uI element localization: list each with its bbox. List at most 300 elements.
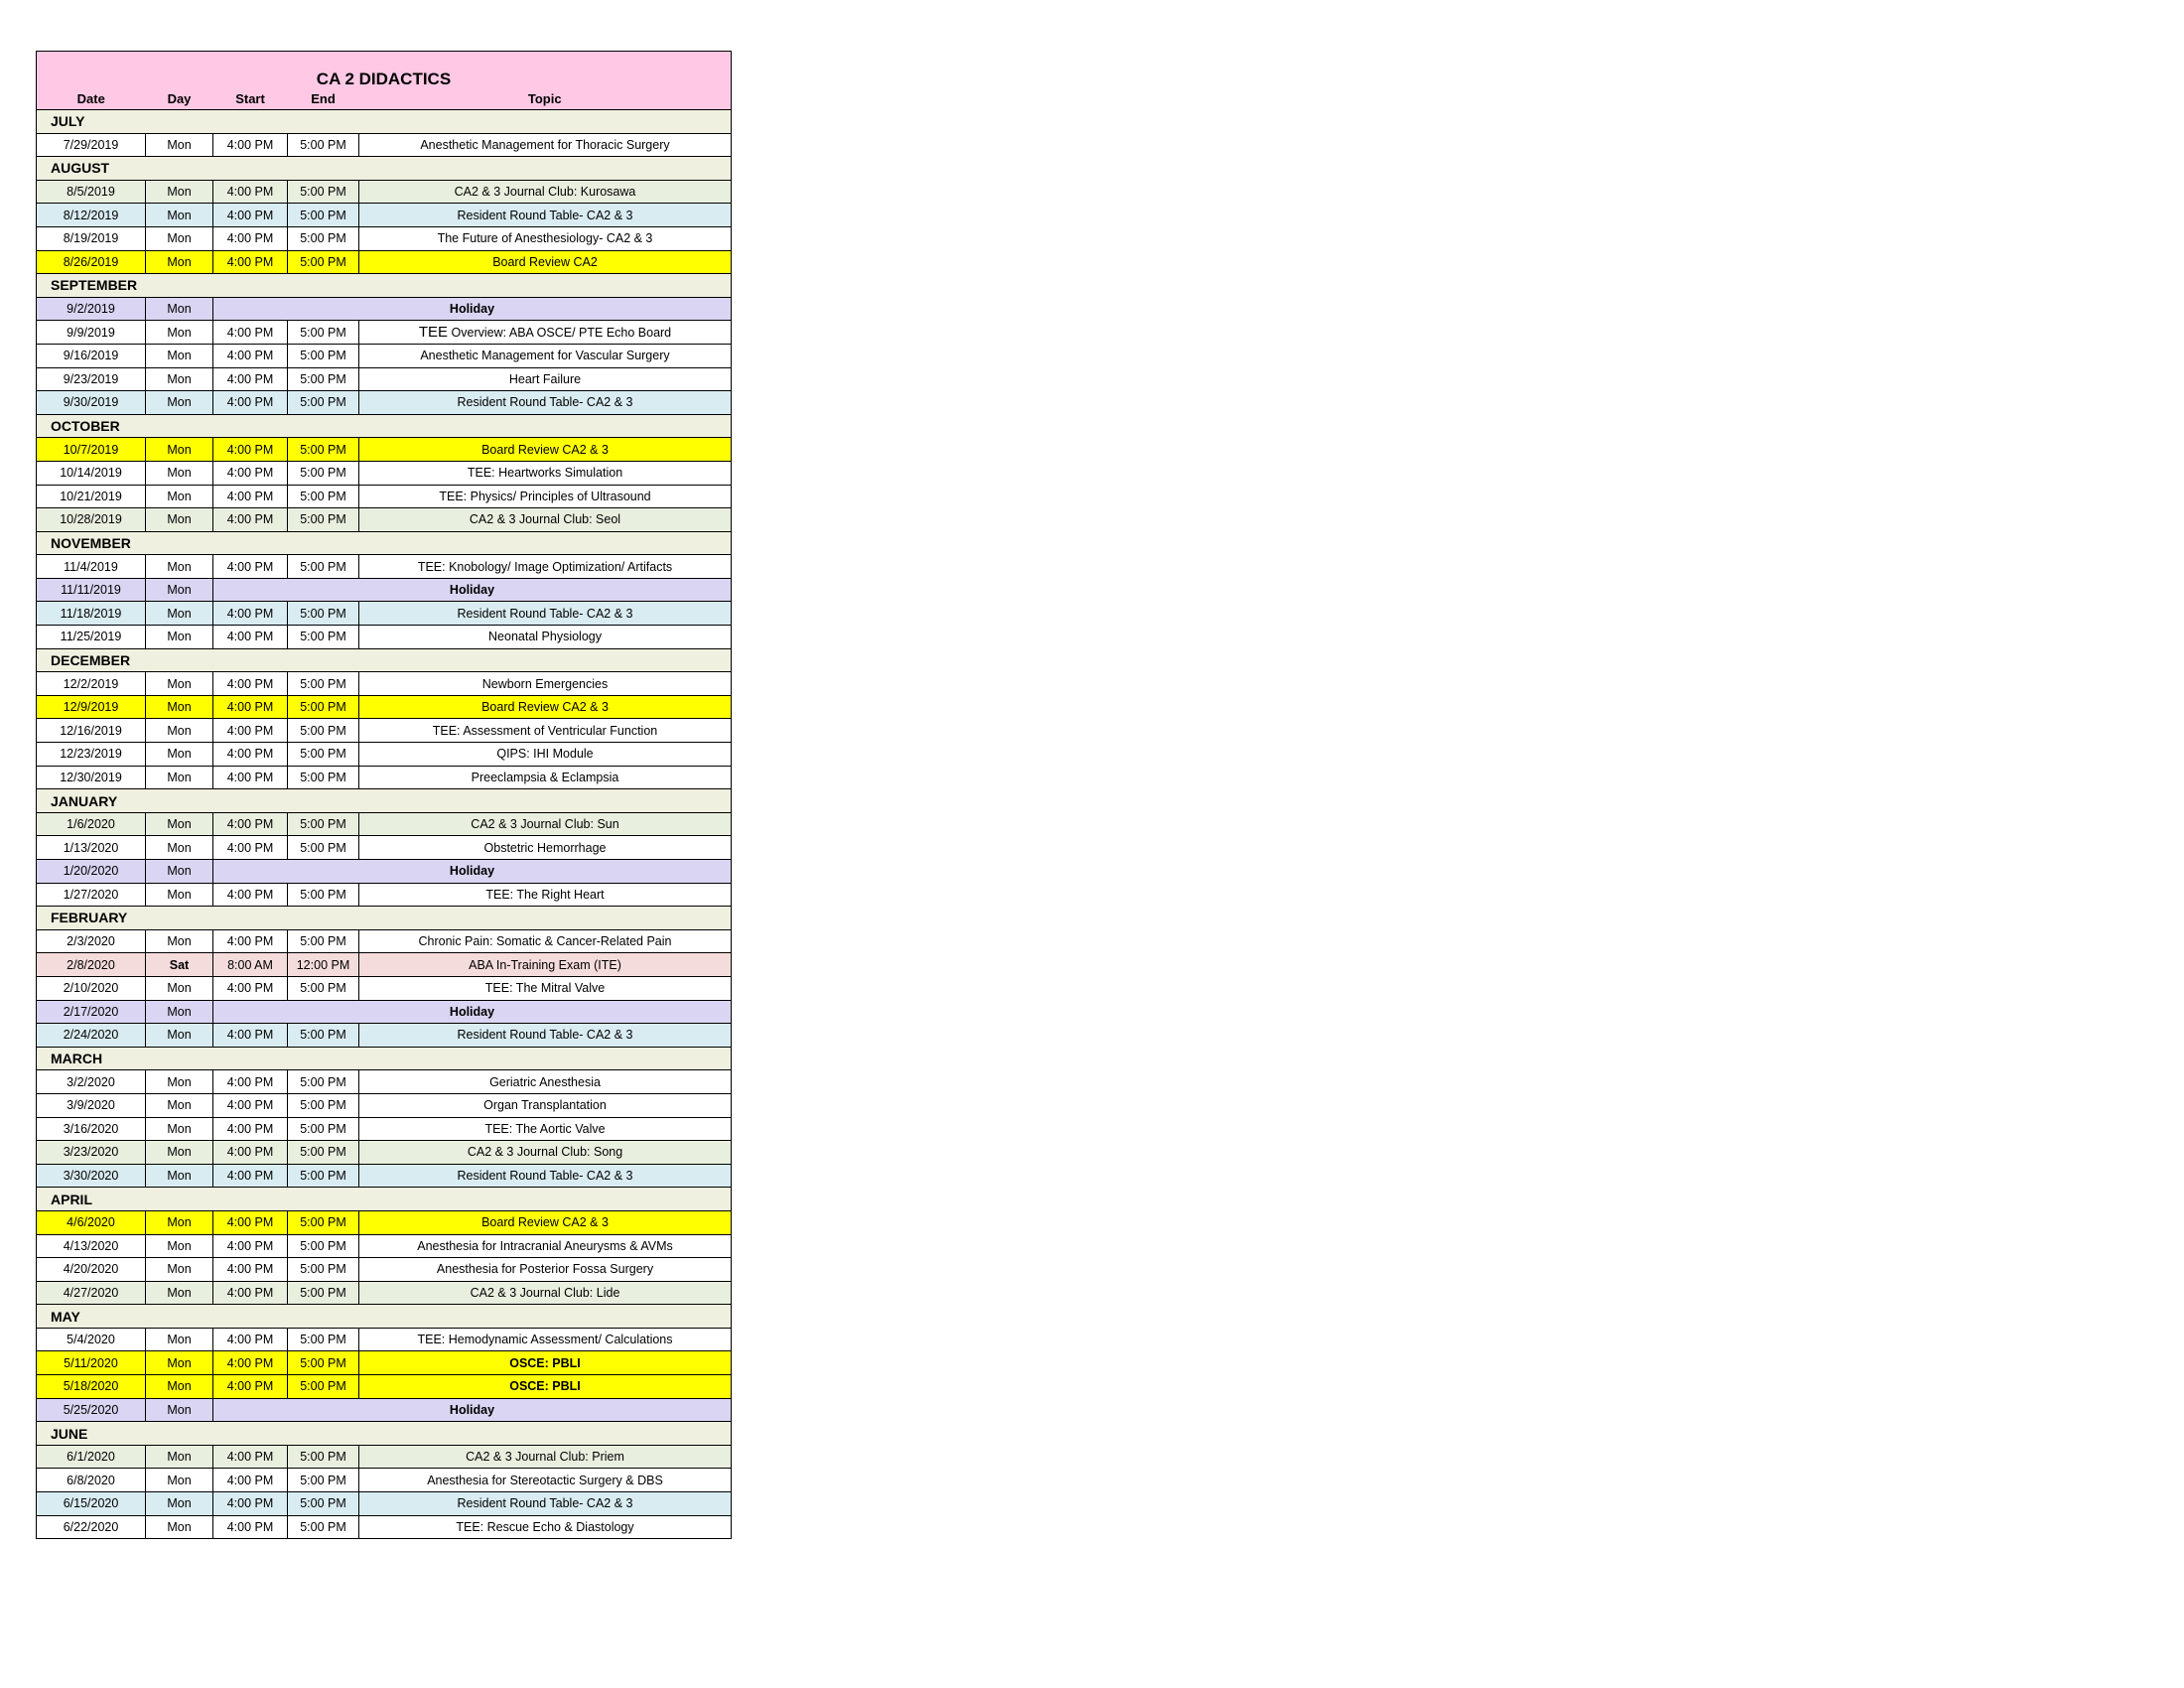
event-end: 5:00 PM (288, 1141, 359, 1165)
event-topic: Obstetric Hemorrhage (359, 836, 732, 860)
event-date: 3/30/2020 (37, 1164, 146, 1188)
event-start: 4:00 PM (213, 1070, 288, 1094)
event-end: 5:00 PM (288, 226, 359, 250)
event-date: 9/9/2019 (37, 321, 146, 345)
event-topic: Anesthetic Management for Vascular Surgery (359, 344, 732, 367)
event-day: Mon (146, 1469, 213, 1492)
event-day: Mon (146, 1328, 213, 1351)
event-topic: TEE: Hemodynamic Assessment/ Calculations (359, 1328, 732, 1351)
event-date: 3/9/2020 (37, 1093, 146, 1117)
table-row (37, 461, 732, 485)
month-row (37, 907, 732, 930)
event-day: Mon (146, 1445, 213, 1469)
event-topic: CA2 & 3 Journal Club: Lide (359, 1281, 732, 1305)
holiday-row (37, 860, 732, 884)
event-topic: TEE: The Mitral Valve (359, 976, 732, 1000)
month-row (37, 531, 732, 555)
event-day: Mon (146, 250, 213, 274)
event-day: Mon (146, 695, 213, 719)
event-start: 4:00 PM (213, 321, 288, 345)
event-date: 6/22/2020 (37, 1515, 146, 1539)
event-start: 4:00 PM (213, 1515, 288, 1539)
table-row (37, 883, 732, 907)
month-row (37, 414, 732, 438)
event-topic: Preeclampsia & Eclampsia (359, 766, 732, 789)
event-topic: Holiday (213, 860, 732, 884)
event-end: 5:00 PM (288, 438, 359, 462)
event-day: Mon (146, 578, 213, 602)
month-label: MARCH (37, 1047, 732, 1070)
event-end: 5:00 PM (288, 672, 359, 696)
event-topic: Anesthesia for Posterior Fossa Surgery (359, 1258, 732, 1282)
event-day: Mon (146, 1210, 213, 1234)
event-end: 5:00 PM (288, 204, 359, 227)
column-header-row (37, 89, 732, 110)
event-end: 5:00 PM (288, 1492, 359, 1516)
table-row (37, 1234, 732, 1258)
event-date: 10/7/2019 (37, 438, 146, 462)
event-date: 8/5/2019 (37, 180, 146, 204)
event-date: 1/20/2020 (37, 860, 146, 884)
event-end: 5:00 PM (288, 1164, 359, 1188)
event-topic: Heart Failure (359, 367, 732, 391)
event-end: 5:00 PM (288, 391, 359, 415)
table-row (37, 321, 732, 345)
table-row (37, 1093, 732, 1117)
event-date: 4/20/2020 (37, 1258, 146, 1282)
table-row (37, 508, 732, 532)
month-label: JULY (37, 110, 732, 134)
event-end: 5:00 PM (288, 883, 359, 907)
event-end: 5:00 PM (288, 555, 359, 579)
event-end: 5:00 PM (288, 1351, 359, 1375)
event-topic: OSCE: PBLI (359, 1351, 732, 1375)
event-day: Mon (146, 929, 213, 953)
event-start: 4:00 PM (213, 743, 288, 767)
event-date: 5/25/2020 (37, 1398, 146, 1422)
event-date: 11/25/2019 (37, 626, 146, 649)
month-row (37, 274, 732, 298)
schedule-body (37, 110, 732, 1539)
event-date: 11/4/2019 (37, 555, 146, 579)
header-date: Date (37, 89, 146, 110)
event-date: 10/28/2019 (37, 508, 146, 532)
event-day: Mon (146, 1258, 213, 1282)
header-day: Day (146, 89, 213, 110)
event-start: 4:00 PM (213, 1328, 288, 1351)
event-date: 3/16/2020 (37, 1117, 146, 1141)
table-row (37, 1469, 732, 1492)
event-day: Mon (146, 1375, 213, 1399)
event-end: 5:00 PM (288, 1117, 359, 1141)
event-topic: CA2 & 3 Journal Club: Song (359, 1141, 732, 1165)
event-start: 4:00 PM (213, 438, 288, 462)
event-topic: TEE: Knobology/ Image Optimization/ Artifacts (359, 555, 732, 579)
holiday-row (37, 297, 732, 321)
event-day: Mon (146, 883, 213, 907)
holiday-row (37, 578, 732, 602)
event-start: 4:00 PM (213, 766, 288, 789)
event-day: Sat (146, 953, 213, 977)
holiday-row (37, 1000, 732, 1024)
event-end: 5:00 PM (288, 1375, 359, 1399)
event-start: 4:00 PM (213, 929, 288, 953)
event-topic: TEE: Assessment of Ventricular Function (359, 719, 732, 743)
event-end: 5:00 PM (288, 626, 359, 649)
event-topic: Holiday (213, 297, 732, 321)
event-topic: CA2 & 3 Journal Club: Kurosawa (359, 180, 732, 204)
event-end: 5:00 PM (288, 1258, 359, 1282)
event-day: Mon (146, 321, 213, 345)
event-start: 4:00 PM (213, 719, 288, 743)
month-label: SEPTEMBER (37, 274, 732, 298)
event-topic: Holiday (213, 578, 732, 602)
event-start: 4:00 PM (213, 812, 288, 836)
month-row (37, 1305, 732, 1329)
event-date: 2/3/2020 (37, 929, 146, 953)
month-label: AUGUST (37, 157, 732, 181)
table-row (37, 812, 732, 836)
event-day: Mon (146, 836, 213, 860)
table-row (37, 367, 732, 391)
event-date: 8/19/2019 (37, 226, 146, 250)
event-topic: TEE: Heartworks Simulation (359, 461, 732, 485)
event-end: 5:00 PM (288, 1515, 359, 1539)
month-label: DECEMBER (37, 648, 732, 672)
event-date: 2/24/2020 (37, 1024, 146, 1048)
table-row (37, 1117, 732, 1141)
event-day: Mon (146, 367, 213, 391)
event-start: 4:00 PM (213, 180, 288, 204)
event-date: 8/12/2019 (37, 204, 146, 227)
event-day: Mon (146, 133, 213, 157)
event-start: 8:00 AM (213, 953, 288, 977)
table-row (37, 133, 732, 157)
event-day: Mon (146, 204, 213, 227)
event-day: Mon (146, 1141, 213, 1165)
month-label: OCTOBER (37, 414, 732, 438)
event-day: Mon (146, 1234, 213, 1258)
table-row (37, 1492, 732, 1516)
event-date: 3/2/2020 (37, 1070, 146, 1094)
event-topic: CA2 & 3 Journal Club: Priem (359, 1445, 732, 1469)
event-topic: Resident Round Table- CA2 & 3 (359, 602, 732, 626)
event-end: 5:00 PM (288, 812, 359, 836)
event-start: 4:00 PM (213, 602, 288, 626)
event-topic: TEE: The Right Heart (359, 883, 732, 907)
table-row (37, 1445, 732, 1469)
event-end: 5:00 PM (288, 321, 359, 345)
event-date: 12/2/2019 (37, 672, 146, 696)
table-row (37, 836, 732, 860)
event-date: 5/18/2020 (37, 1375, 146, 1399)
table-row (37, 1070, 732, 1094)
event-date: 5/4/2020 (37, 1328, 146, 1351)
month-label: JUNE (37, 1422, 732, 1446)
table-row (37, 672, 732, 696)
holiday-row (37, 1398, 732, 1422)
event-date: 12/30/2019 (37, 766, 146, 789)
month-label: JANUARY (37, 789, 732, 813)
event-topic: Resident Round Table- CA2 & 3 (359, 1024, 732, 1048)
table-row (37, 438, 732, 462)
event-day: Mon (146, 976, 213, 1000)
event-day: Mon (146, 555, 213, 579)
event-date: 9/2/2019 (37, 297, 146, 321)
month-label: APRIL (37, 1188, 732, 1211)
month-row (37, 1188, 732, 1211)
event-start: 4:00 PM (213, 695, 288, 719)
month-row (37, 1047, 732, 1070)
event-end: 5:00 PM (288, 1281, 359, 1305)
event-topic: Board Review CA2 (359, 250, 732, 274)
event-start: 4:00 PM (213, 367, 288, 391)
table-row (37, 695, 732, 719)
event-day: Mon (146, 344, 213, 367)
event-start: 4:00 PM (213, 1024, 288, 1048)
event-day: Mon (146, 1492, 213, 1516)
event-topic: Resident Round Table- CA2 & 3 (359, 1164, 732, 1188)
event-end: 12:00 PM (288, 953, 359, 977)
header-start: Start (213, 89, 288, 110)
event-day: Mon (146, 766, 213, 789)
event-end: 5:00 PM (288, 719, 359, 743)
event-start: 4:00 PM (213, 1164, 288, 1188)
event-end: 5:00 PM (288, 1328, 359, 1351)
event-start: 4:00 PM (213, 1375, 288, 1399)
event-date: 9/30/2019 (37, 391, 146, 415)
event-topic: CA2 & 3 Journal Club: Seol (359, 508, 732, 532)
table-row (37, 626, 732, 649)
table-row (37, 976, 732, 1000)
event-end: 5:00 PM (288, 485, 359, 508)
event-date: 2/17/2020 (37, 1000, 146, 1024)
event-end: 5:00 PM (288, 1469, 359, 1492)
event-start: 4:00 PM (213, 626, 288, 649)
event-date: 2/10/2020 (37, 976, 146, 1000)
event-topic: Organ Transplantation (359, 1093, 732, 1117)
event-topic: Board Review CA2 & 3 (359, 1210, 732, 1234)
table-row (37, 555, 732, 579)
event-day: Mon (146, 812, 213, 836)
event-topic: Holiday (213, 1000, 732, 1024)
event-start: 4:00 PM (213, 1445, 288, 1469)
event-topic: ABA In-Training Exam (ITE) (359, 953, 732, 977)
event-start: 4:00 PM (213, 344, 288, 367)
event-end: 5:00 PM (288, 1093, 359, 1117)
event-end: 5:00 PM (288, 766, 359, 789)
event-topic: QIPS: IHI Module (359, 743, 732, 767)
event-end: 5:00 PM (288, 367, 359, 391)
event-start: 4:00 PM (213, 133, 288, 157)
event-end: 5:00 PM (288, 976, 359, 1000)
event-topic: Geriatric Anesthesia (359, 1070, 732, 1094)
event-end: 5:00 PM (288, 250, 359, 274)
table-row (37, 1258, 732, 1282)
table-row (37, 1515, 732, 1539)
table-row (37, 1210, 732, 1234)
event-start: 4:00 PM (213, 1117, 288, 1141)
event-topic: TEE Overview: ABA OSCE/ PTE Echo Board (359, 321, 732, 345)
event-day: Mon (146, 1000, 213, 1024)
event-day: Mon (146, 226, 213, 250)
event-date: 1/6/2020 (37, 812, 146, 836)
event-day: Mon (146, 719, 213, 743)
event-start: 4:00 PM (213, 672, 288, 696)
event-date: 11/18/2019 (37, 602, 146, 626)
table-row (37, 1375, 732, 1399)
event-end: 5:00 PM (288, 743, 359, 767)
month-row (37, 789, 732, 813)
event-date: 5/11/2020 (37, 1351, 146, 1375)
event-day: Mon (146, 1515, 213, 1539)
event-start: 4:00 PM (213, 250, 288, 274)
event-topic: Anesthetic Management for Thoracic Surgery (359, 133, 732, 157)
table-row (37, 929, 732, 953)
sheet-title: CA 2 DIDACTICS (37, 52, 732, 90)
table-row (37, 1351, 732, 1375)
event-date: 11/11/2019 (37, 578, 146, 602)
month-row (37, 157, 732, 181)
event-topic: Resident Round Table- CA2 & 3 (359, 1492, 732, 1516)
event-end: 5:00 PM (288, 836, 359, 860)
event-date: 12/23/2019 (37, 743, 146, 767)
event-date: 6/8/2020 (37, 1469, 146, 1492)
event-day: Mon (146, 1398, 213, 1422)
table-row (37, 180, 732, 204)
event-day: Mon (146, 743, 213, 767)
table-row (37, 204, 732, 227)
event-date: 6/1/2020 (37, 1445, 146, 1469)
month-row (37, 110, 732, 134)
table-row (37, 719, 732, 743)
event-end: 5:00 PM (288, 133, 359, 157)
event-topic: TEE: The Aortic Valve (359, 1117, 732, 1141)
event-topic: OSCE: PBLI (359, 1375, 732, 1399)
event-end: 5:00 PM (288, 1210, 359, 1234)
event-topic: Board Review CA2 & 3 (359, 695, 732, 719)
event-date: 10/21/2019 (37, 485, 146, 508)
table-row (37, 250, 732, 274)
event-start: 4:00 PM (213, 1351, 288, 1375)
table-row (37, 1164, 732, 1188)
event-day: Mon (146, 1164, 213, 1188)
event-date: 2/8/2020 (37, 953, 146, 977)
event-topic: Newborn Emergencies (359, 672, 732, 696)
table-row (37, 1328, 732, 1351)
event-topic: Board Review CA2 & 3 (359, 438, 732, 462)
title-row (37, 52, 732, 90)
event-end: 5:00 PM (288, 1024, 359, 1048)
event-date: 3/23/2020 (37, 1141, 146, 1165)
event-day: Mon (146, 508, 213, 532)
event-day: Mon (146, 1024, 213, 1048)
table-row (37, 766, 732, 789)
header-topic: Topic (359, 89, 732, 110)
event-start: 4:00 PM (213, 485, 288, 508)
event-day: Mon (146, 180, 213, 204)
event-day: Mon (146, 1117, 213, 1141)
event-start: 4:00 PM (213, 1469, 288, 1492)
event-date: 12/9/2019 (37, 695, 146, 719)
event-day: Mon (146, 626, 213, 649)
event-start: 4:00 PM (213, 836, 288, 860)
event-topic: Chronic Pain: Somatic & Cancer-Related Pain (359, 929, 732, 953)
event-start: 4:00 PM (213, 1492, 288, 1516)
event-start: 4:00 PM (213, 204, 288, 227)
event-topic: CA2 & 3 Journal Club: Sun (359, 812, 732, 836)
month-label: FEBRUARY (37, 907, 732, 930)
month-row (37, 648, 732, 672)
event-date: 9/16/2019 (37, 344, 146, 367)
table-row (37, 602, 732, 626)
event-topic: Neonatal Physiology (359, 626, 732, 649)
event-topic: Resident Round Table- CA2 & 3 (359, 391, 732, 415)
event-start: 4:00 PM (213, 461, 288, 485)
event-end: 5:00 PM (288, 1445, 359, 1469)
event-start: 4:00 PM (213, 555, 288, 579)
table-row (37, 226, 732, 250)
event-date: 10/14/2019 (37, 461, 146, 485)
event-end: 5:00 PM (288, 344, 359, 367)
table-row (37, 743, 732, 767)
event-end: 5:00 PM (288, 508, 359, 532)
event-start: 4:00 PM (213, 508, 288, 532)
month-label: NOVEMBER (37, 531, 732, 555)
event-start: 4:00 PM (213, 976, 288, 1000)
event-day: Mon (146, 438, 213, 462)
event-topic: Anesthesia for Stereotactic Surgery & DBS (359, 1469, 732, 1492)
event-date: 4/13/2020 (37, 1234, 146, 1258)
event-end: 5:00 PM (288, 695, 359, 719)
event-day: Mon (146, 860, 213, 884)
event-topic: TEE: Rescue Echo & Diastology (359, 1515, 732, 1539)
month-row (37, 1422, 732, 1446)
event-start: 4:00 PM (213, 391, 288, 415)
event-end: 5:00 PM (288, 1070, 359, 1094)
event-topic: The Future of Anesthesiology- CA2 & 3 (359, 226, 732, 250)
event-start: 4:00 PM (213, 1234, 288, 1258)
event-date: 9/23/2019 (37, 367, 146, 391)
event-start: 4:00 PM (213, 1093, 288, 1117)
event-topic: TEE: Physics/ Principles of Ultrasound (359, 485, 732, 508)
event-end: 5:00 PM (288, 1234, 359, 1258)
event-end: 5:00 PM (288, 461, 359, 485)
event-end: 5:00 PM (288, 929, 359, 953)
event-date: 12/16/2019 (37, 719, 146, 743)
event-day: Mon (146, 602, 213, 626)
event-day: Mon (146, 461, 213, 485)
didactics-schedule-table (36, 51, 732, 1539)
event-date: 4/27/2020 (37, 1281, 146, 1305)
table-row (37, 391, 732, 415)
event-day: Mon (146, 672, 213, 696)
event-date: 1/27/2020 (37, 883, 146, 907)
event-date: 4/6/2020 (37, 1210, 146, 1234)
event-start: 4:00 PM (213, 1281, 288, 1305)
table-row (37, 344, 732, 367)
event-day: Mon (146, 1093, 213, 1117)
event-topic: Holiday (213, 1398, 732, 1422)
event-start: 4:00 PM (213, 226, 288, 250)
event-start: 4:00 PM (213, 1141, 288, 1165)
event-date: 7/29/2019 (37, 133, 146, 157)
table-row (37, 953, 732, 977)
header-end: End (288, 89, 359, 110)
event-end: 5:00 PM (288, 180, 359, 204)
month-label: MAY (37, 1305, 732, 1329)
table-row (37, 1281, 732, 1305)
